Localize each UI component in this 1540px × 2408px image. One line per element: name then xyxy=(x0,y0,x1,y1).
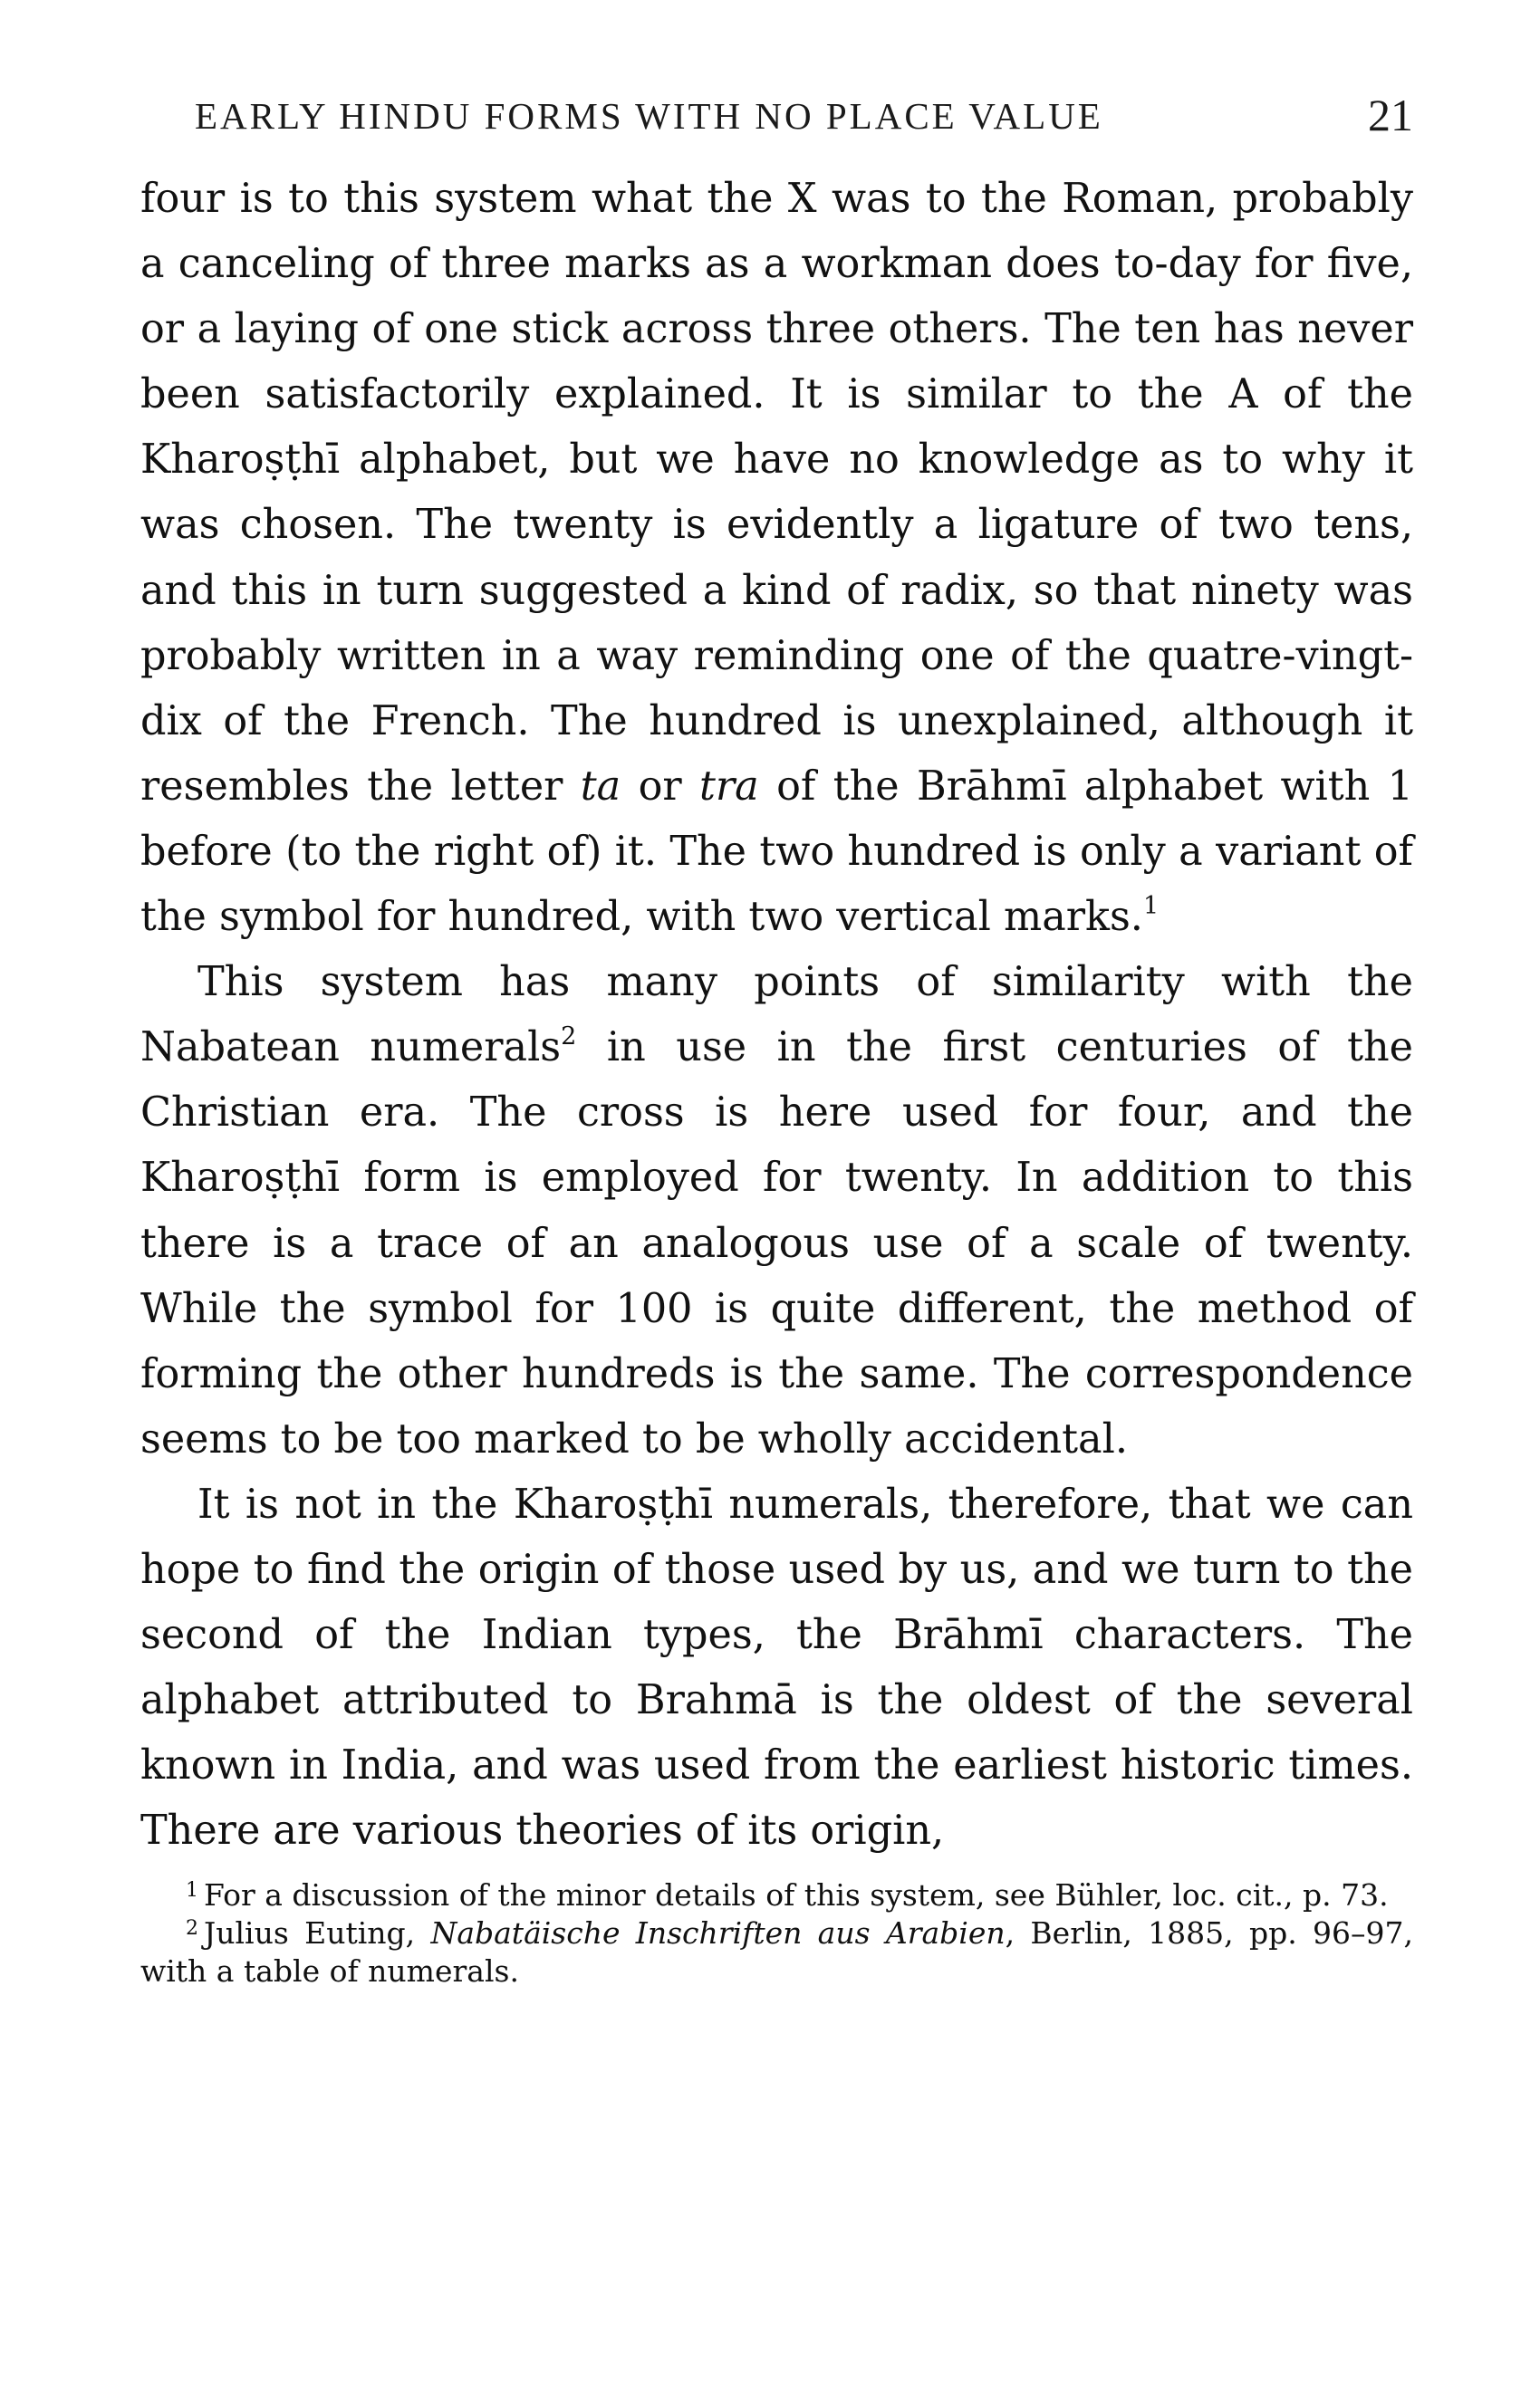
paragraph-2-text-b: in use in the first centuries of the Christian era. The cross is here used for four, and the Kharoṣṭhī form is employed for twenty. In addition to this there is a trace of an analogous use of a scale of twenty. While the symbol for 100 is quite different, the method of forming the other hundreds is the same. The correspondence seems to be too marked to be wholly accidental. xyxy=(140,1024,1414,1463)
page-header xyxy=(140,91,1413,161)
paragraph-1 xyxy=(140,167,1413,950)
footnotes xyxy=(140,1876,1413,1991)
footnote-2 xyxy=(140,1914,1413,1991)
paragraph-3-text: It is not in the Kharoṣṭhī numerals, therefore, that we can hope to find the origin of those used by us, and we turn to the second of the Indian types, the Brāhmī characters. The alphabet attributed to Brahmā is the oldest of the several known in India, and was used from the earliest historic times. There are various theories of its origin, xyxy=(140,1481,1413,1855)
footnote-ref-2[interactable]: 2 xyxy=(561,1022,577,1051)
footnote-2-text-b: , Berlin, 1885, pp. 96–97, with a table of numerals. xyxy=(140,1915,1413,1990)
paragraph-1-text-b: or xyxy=(621,763,700,810)
footnote-2-text-a: Julius Euting, xyxy=(204,1915,431,1952)
paragraph-3 xyxy=(140,1473,1413,1865)
page-number: 21 xyxy=(1368,90,1413,140)
italic-tra: tra xyxy=(699,763,759,810)
footnote-1 xyxy=(140,1876,1413,1914)
footnote-2-title: Nabatäische Inschriften aus Arabien xyxy=(430,1915,1006,1952)
paragraph-1-text-a: four is to this system what the X was to the Roman, probably a canceling of three marks as a workman does to-day for five, or a laying of one stick across three others. The ten has never been satisfactorily explained. It is similar to the A of the Kharoṣṭhī alphabet, but we have no knowledge as to why it was chosen. The twenty is evidently a ligature of two tens, and this in turn suggested a kind of radix, so that ninety was probably written in a way reminding one of the quatre-vingt-dix of the French. The hundred is unexplained, although it resembles the letter xyxy=(140,176,1413,810)
footnote-1-text: For a discussion of the minor details of this system, see Bühler, loc. cit., p. 73. xyxy=(204,1877,1389,1914)
paragraph-2 xyxy=(140,950,1413,1473)
paragraph-2-text-a: This system has many points of similarity with the Nabatean numerals xyxy=(140,959,1413,1071)
book-page xyxy=(140,91,1413,1991)
main-text xyxy=(140,167,1413,1864)
footnote-1-number: 1 xyxy=(186,1879,198,1903)
footnote-2-number: 2 xyxy=(186,1917,198,1941)
italic-ta: ta xyxy=(580,763,621,810)
paragraph-1-text-c: of the Brāhmī alphabet with 1 before (to the right of) it. The two hundred is only a variant of the symbol for hundred, with two vertical marks. xyxy=(140,763,1413,941)
footnote-ref-1[interactable]: 1 xyxy=(1142,892,1160,921)
running-title: EARLY HINDU FORMS WITH NO PLACE VALUE xyxy=(195,95,1103,137)
